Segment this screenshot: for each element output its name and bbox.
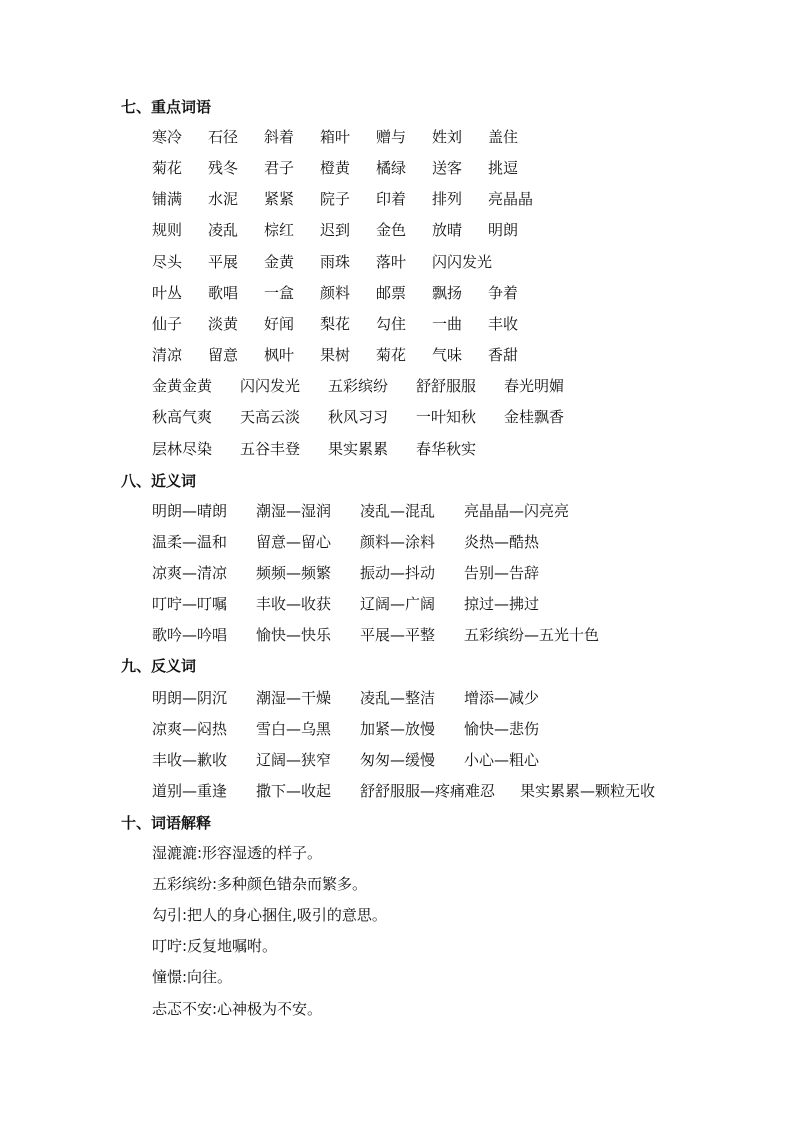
idiom: 一叶知秋 [416, 408, 477, 426]
word: 果树 [320, 346, 351, 364]
synonym-pair: 亮晶晶—闪亮亮 [464, 502, 570, 520]
synonym-pair: 凌乱—混乱 [360, 502, 436, 520]
word: 规则 [152, 221, 183, 239]
idiom: 舒舒服服 [416, 377, 477, 395]
definition-item: 叮咛:反复地嘱咐。 [152, 937, 278, 955]
word: 仙子 [152, 315, 183, 333]
definition-item: 勾引:把人的身心捆住,吸引的意思。 [152, 906, 387, 924]
section-heading-key-words: 七、重点词语 [121, 98, 212, 116]
antonym-pair: 果实累累—颗粒无收 [520, 782, 656, 800]
word: 留意 [208, 346, 239, 364]
word: 院子 [320, 190, 351, 208]
synonym-pair: 潮湿—湿润 [256, 502, 332, 520]
word: 橙黄 [320, 159, 351, 177]
word: 明朗 [488, 221, 519, 239]
word: 迟到 [320, 221, 351, 239]
word: 菊花 [376, 346, 407, 364]
antonym-pair: 丰收—歉收 [152, 751, 228, 769]
synonym-pair: 五彩缤纷—五光十色 [464, 626, 600, 644]
antonym-pair: 凌乱—整洁 [360, 689, 436, 707]
word: 赠与 [376, 128, 407, 146]
word: 铺满 [152, 190, 183, 208]
definition-item: 五彩缤纷:多种颜色错杂而繁多。 [152, 875, 368, 893]
word: 放晴 [432, 221, 463, 239]
idiom: 春华秋实 [416, 440, 477, 458]
word: 寒冷 [152, 128, 183, 146]
word: 丰收 [488, 315, 519, 333]
word: 水泥 [208, 190, 239, 208]
synonym-pair: 留意—留心 [256, 533, 332, 551]
word: 好闻 [264, 315, 295, 333]
antonym-pair: 撒下—收起 [256, 782, 332, 800]
word: 菊花 [152, 159, 183, 177]
word: 闪闪发光 [432, 253, 493, 271]
synonym-pair: 温柔—温和 [152, 533, 228, 551]
antonym-pair: 辽阔—狭窄 [256, 751, 332, 769]
word: 一盒 [264, 284, 295, 302]
idiom: 果实累累 [328, 440, 389, 458]
antonym-pair: 凉爽—闷热 [152, 720, 228, 738]
section-heading-antonyms: 九、反义词 [121, 657, 197, 675]
idiom: 五谷丰登 [240, 440, 301, 458]
antonym-pair: 加紧—放慢 [360, 720, 436, 738]
synonym-pair: 愉快—快乐 [256, 626, 332, 644]
word: 棕红 [264, 221, 295, 239]
word: 残冬 [208, 159, 239, 177]
word: 挑逗 [488, 159, 519, 177]
word: 颜料 [320, 284, 351, 302]
word: 一曲 [432, 315, 463, 333]
idiom: 金桂飘香 [504, 408, 565, 426]
synonym-pair: 平展—平整 [360, 626, 436, 644]
word: 平展 [208, 253, 239, 271]
word: 石径 [208, 128, 239, 146]
word: 印着 [376, 190, 407, 208]
idiom: 春光明媚 [504, 377, 565, 395]
synonym-pair: 歌吟—吟唱 [152, 626, 228, 644]
antonym-pair: 雪白—乌黑 [256, 720, 332, 738]
word: 梨花 [320, 315, 351, 333]
word: 淡黄 [208, 315, 239, 333]
definition-item: 忐忑不安:心神极为不安。 [152, 1000, 323, 1018]
word: 送客 [432, 159, 463, 177]
word: 盖住 [488, 128, 519, 146]
word: 气味 [432, 346, 463, 364]
antonym-pair: 小心—粗心 [464, 751, 540, 769]
section-heading-synonyms: 八、近义词 [121, 472, 197, 490]
word: 排列 [432, 190, 463, 208]
idiom: 五彩缤纷 [328, 377, 389, 395]
antonym-pair: 舒舒服服—疼痛难忍 [360, 782, 496, 800]
antonym-pair: 增添—减少 [464, 689, 540, 707]
word: 亮晶晶 [488, 190, 534, 208]
idiom: 秋高气爽 [152, 408, 213, 426]
definition-item: 湿漉漉:形容湿透的样子。 [152, 844, 323, 862]
section-heading-word-explanations: 十、词语解释 [121, 814, 212, 832]
idiom: 闪闪发光 [240, 377, 301, 395]
word: 歌唱 [208, 284, 239, 302]
word: 争着 [488, 284, 519, 302]
definition-item: 憧憬:向往。 [152, 968, 233, 986]
word: 雨珠 [320, 253, 351, 271]
antonym-pair: 道别—重逢 [152, 782, 228, 800]
word: 清凉 [152, 346, 183, 364]
word: 君子 [264, 159, 295, 177]
synonym-pair: 告别—告辞 [464, 564, 540, 582]
word: 叶丛 [152, 284, 183, 302]
word: 斜着 [264, 128, 295, 146]
word: 金色 [376, 221, 407, 239]
word: 紧紧 [264, 190, 295, 208]
word: 箱叶 [320, 128, 351, 146]
synonym-pair: 辽阔—广阔 [360, 595, 436, 613]
idiom: 金黄金黄 [152, 377, 213, 395]
synonym-pair: 炎热—酷热 [464, 533, 540, 551]
idiom: 秋风习习 [328, 408, 389, 426]
synonym-pair: 叮咛—叮嘱 [152, 595, 228, 613]
word: 枫叶 [264, 346, 295, 364]
antonym-pair: 愉快—悲伤 [464, 720, 540, 738]
synonym-pair: 振动—抖动 [360, 564, 436, 582]
antonym-pair: 匆匆—缓慢 [360, 751, 436, 769]
word: 飘扬 [432, 284, 463, 302]
word: 凌乱 [208, 221, 239, 239]
word: 落叶 [376, 253, 407, 271]
word: 勾住 [376, 315, 407, 333]
word: 金黄 [264, 253, 295, 271]
synonym-pair: 明朗—晴朗 [152, 502, 228, 520]
synonym-pair: 频频—频繁 [256, 564, 332, 582]
synonym-pair: 掠过—拂过 [464, 595, 540, 613]
synonym-pair: 颜料—涂料 [360, 533, 436, 551]
word: 邮票 [376, 284, 407, 302]
idiom: 层林尽染 [152, 440, 213, 458]
synonym-pair: 凉爽—清凉 [152, 564, 228, 582]
idiom: 天高云淡 [240, 408, 301, 426]
antonym-pair: 潮湿—干燥 [256, 689, 332, 707]
antonym-pair: 明朗—阴沉 [152, 689, 228, 707]
word: 橘绿 [376, 159, 407, 177]
word: 尽头 [152, 253, 183, 271]
word: 姓刘 [432, 128, 463, 146]
word: 香甜 [488, 346, 519, 364]
synonym-pair: 丰收—收获 [256, 595, 332, 613]
